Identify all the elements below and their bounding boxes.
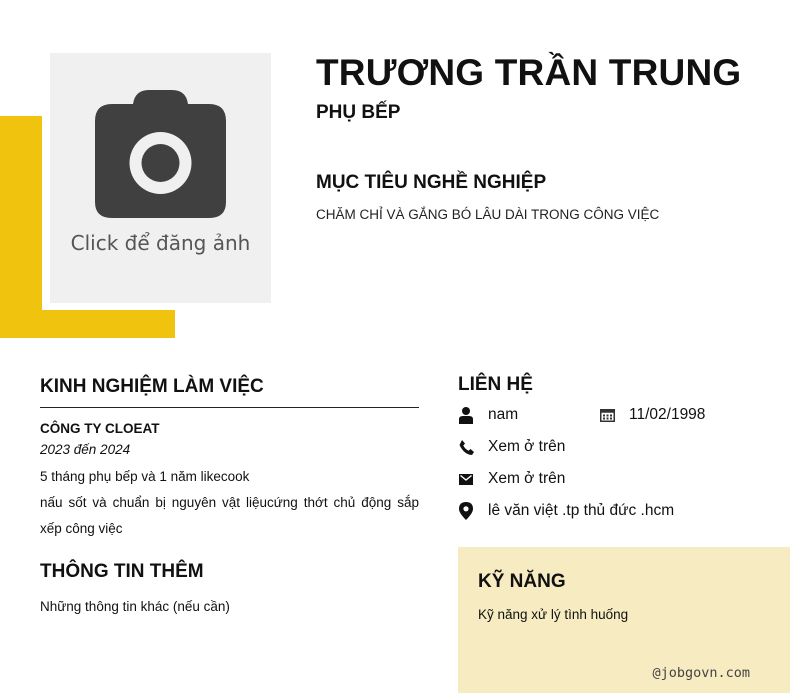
birthday-row: [599, 406, 705, 424]
objective-text[interactable]: CHĂM CHỈ VÀ GẮNG BÓ LÂU DÀI TRONG CÔNG VIỆC: [316, 207, 660, 222]
phone-value[interactable]: Xem ở trên: [488, 438, 566, 455]
job-description-line: 5 tháng phụ bếp và 1 năm likecook: [40, 469, 250, 484]
watermark: @jobgovn.com: [652, 665, 750, 681]
email-value[interactable]: Xem ở trên: [488, 470, 566, 487]
candidate-name[interactable]: TRƯƠNG TRẦN TRUNG: [316, 52, 742, 93]
camera-icon: [95, 90, 226, 225]
gender-row: [458, 406, 518, 424]
work-period[interactable]: 2023 đến 2024: [40, 442, 131, 457]
accent-block-vertical: [0, 116, 42, 338]
person-icon: [458, 406, 474, 424]
experience-heading: KINH NGHIỆM LÀM VIỆC: [40, 376, 419, 408]
email-row: [458, 470, 565, 488]
calendar-icon: [599, 406, 615, 424]
phone-row: [458, 438, 565, 456]
additional-info-text[interactable]: Những thông tin khác (nếu cần): [40, 599, 230, 614]
skills-section: [458, 547, 790, 693]
address-row: [458, 502, 674, 520]
additional-info-section: [40, 561, 419, 614]
photo-upload-caption: Click để đăng ảnh: [70, 231, 251, 255]
additional-info-heading: THÔNG TIN THÊM: [40, 561, 204, 582]
accent-block-horizontal: [0, 310, 175, 338]
avatar-upload[interactable]: [50, 53, 271, 303]
location-pin-icon: [458, 502, 474, 520]
skills-text[interactable]: Kỹ năng xử lý tình huống: [478, 607, 629, 622]
objective-heading: MỤC TIÊU NGHỀ NGHIỆP: [316, 172, 547, 193]
skills-heading: KỸ NĂNG: [478, 571, 566, 592]
candidate-role[interactable]: PHỤ BẾP: [316, 102, 401, 123]
gender-value[interactable]: nam: [488, 406, 519, 423]
contact-heading: LIÊN HỆ: [458, 374, 533, 395]
birthday-value[interactable]: 11/02/1998: [629, 406, 706, 423]
job-description[interactable]: [40, 464, 419, 542]
contact-section: [458, 374, 778, 519]
phone-icon: [458, 438, 474, 456]
company-name[interactable]: CÔNG TY CLOEAT: [40, 421, 160, 436]
address-value[interactable]: lê văn việt .tp thủ đức .hcm: [488, 502, 675, 519]
experience-section: [40, 376, 419, 542]
job-description-line: nấu sốt và chuẩn bị nguyên vật liệucứng thớt chủ động sắp xếp công việc: [40, 495, 419, 536]
mail-icon: [458, 470, 474, 488]
